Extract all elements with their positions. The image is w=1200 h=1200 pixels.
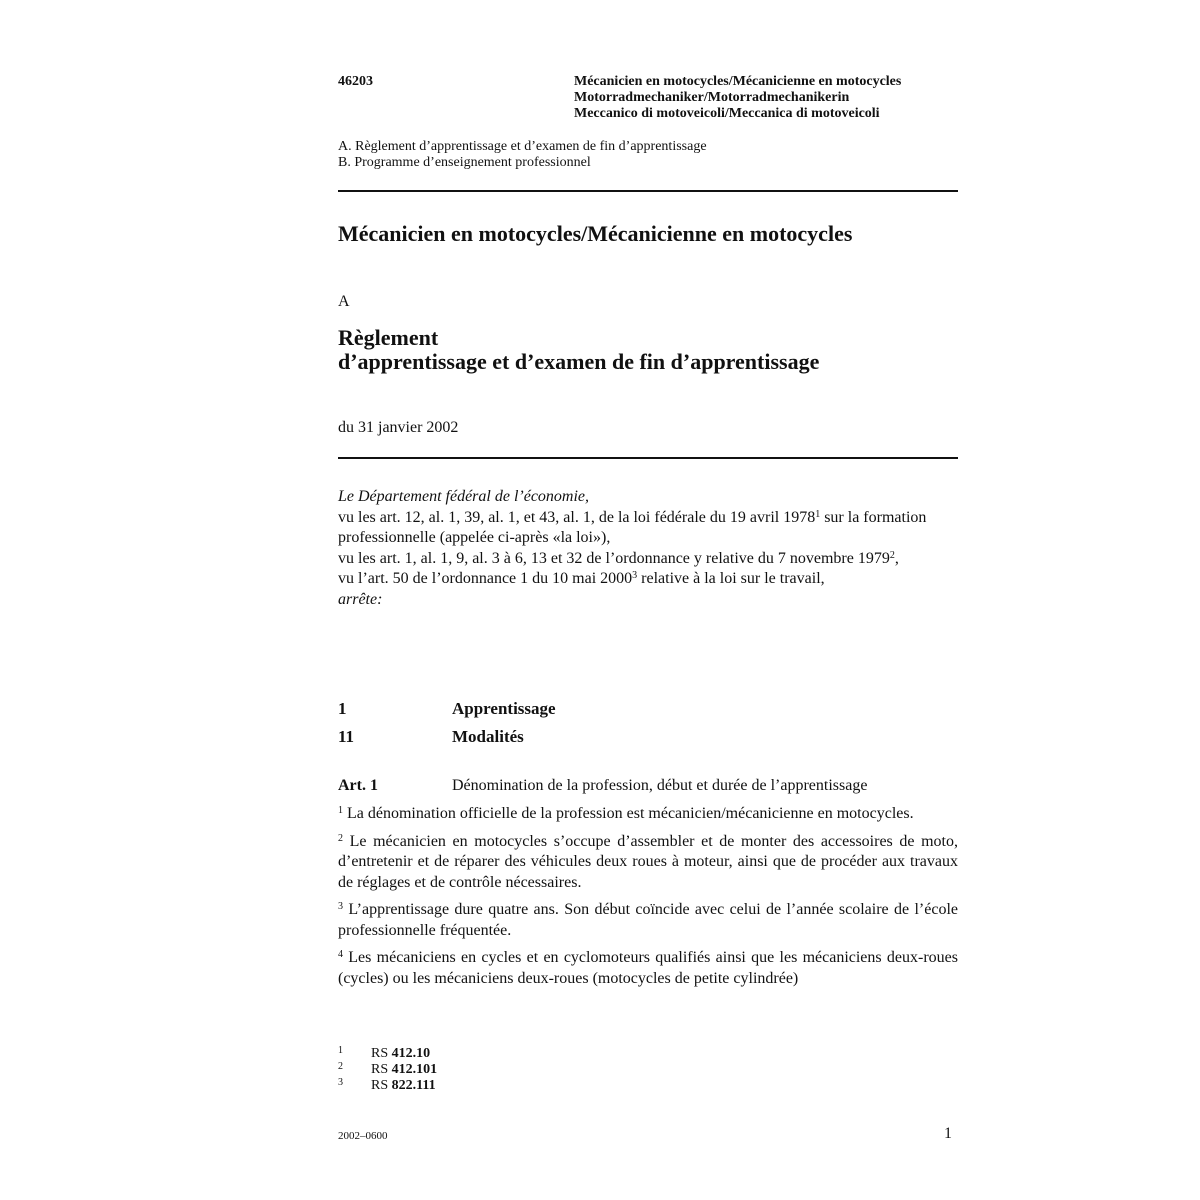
- regulation-date: du 31 janvier 2002: [338, 419, 459, 436]
- page-number: 1: [944, 1125, 952, 1142]
- article-paragraph: $^4$ Les mécaniciens en cycles et en cyclomoteurs qualifiés ainsi que les mécaniciens deux-roues (cycles) ou les mécaniciens deux-roues (motocycles de petite cylindrée): [338, 949, 958, 987]
- article-title: Dénomination de la profession, début et durée de l’apprentissage: [452, 777, 868, 794]
- section-title: Apprentissage: [452, 699, 556, 718]
- footnotes: [338, 1046, 638, 1094]
- section-number: 1: [338, 699, 347, 718]
- preamble-authority: Le Département fédéral de l’économie,: [338, 488, 590, 505]
- header-part-a: A. Règlement d’apprentissage et d’examen de fin d’apprentissage: [338, 139, 707, 154]
- title-divider: [338, 457, 958, 459]
- preamble: [338, 487, 958, 610]
- regulation-title-line1: Règlement: [338, 325, 439, 350]
- header-parts: [338, 139, 958, 171]
- preamble-clause-3: vu l’art. 50 de l’ordonnance 1 du 10 mai 2000$^3$ relative à la loi sur le travail,: [338, 570, 825, 587]
- header-titles: [574, 74, 958, 122]
- part-letter: A: [338, 293, 350, 310]
- article-paragraph: $^1$ La dénomination officielle de la profession est mécanicien/mécanicienne en motocycles.: [338, 805, 914, 822]
- header-divider: [338, 190, 958, 192]
- document-number: 46203: [338, 74, 373, 89]
- header-title-it: Meccanico di motoveicoli/Meccanica di motoveicoli: [574, 106, 880, 121]
- footnote: 3 RS 822.111: [338, 1077, 436, 1093]
- preamble-clause-2: vu les art. 1, al. 1, 9, al. 3 à 6, 13 et 32 de l’ordonnance y relative du 7 novembre 1979$^2$,: [338, 549, 899, 567]
- regulation-title: [338, 326, 958, 374]
- header-title-de: Motorradmechaniker/Motorradmechanikerin: [574, 90, 850, 105]
- article-paragraphs: [338, 804, 958, 996]
- regulation-title-line2: d’apprentissage et d’examen de fin d’apprentissage: [338, 349, 820, 374]
- header-title-fr: Mécanicien en motocycles/Mécanicienne en motocycles: [574, 74, 902, 89]
- preamble-clause-1: vu les art. 12, al. 1, 39, al. 1, et 43, al. 1, de la loi fédérale du 19 avril 1978$^1$ sur la formation professionnelle (appelée ci-après «la loi»),: [338, 508, 927, 546]
- article-paragraph: $^2$ Le mécanicien en motocycles s’occupe d’assembler et de monter des accessoires de moto, d’entretenir et de réparer des véhicules deux roues à moteur, ainsi que de procéder aux travaux de réglages et de contrôle nécessaires.: [338, 832, 958, 891]
- article-label: Art. 1: [338, 777, 378, 794]
- document-page: [338, 0, 958, 1200]
- document-id: 2002–0600: [338, 1130, 388, 1142]
- footnote: 1 RS 412.10: [338, 1045, 431, 1061]
- article-paragraph: $^3$ L’apprentissage dure quatre ans. Son début coïncide avec celui de l’année scolaire de l’école professionnelle fréquentée.: [338, 901, 958, 939]
- subsection-number: 11: [338, 727, 355, 746]
- footnote: 2 RS 412.101: [338, 1061, 438, 1077]
- main-title: Mécanicien en motocycles/Mécanicienne en motocycles: [338, 221, 853, 246]
- preamble-decree: arrête:: [338, 590, 383, 608]
- subsection-title: Modalités: [452, 727, 524, 746]
- header-part-b: B. Programme d’enseignement professionnel: [338, 155, 591, 170]
